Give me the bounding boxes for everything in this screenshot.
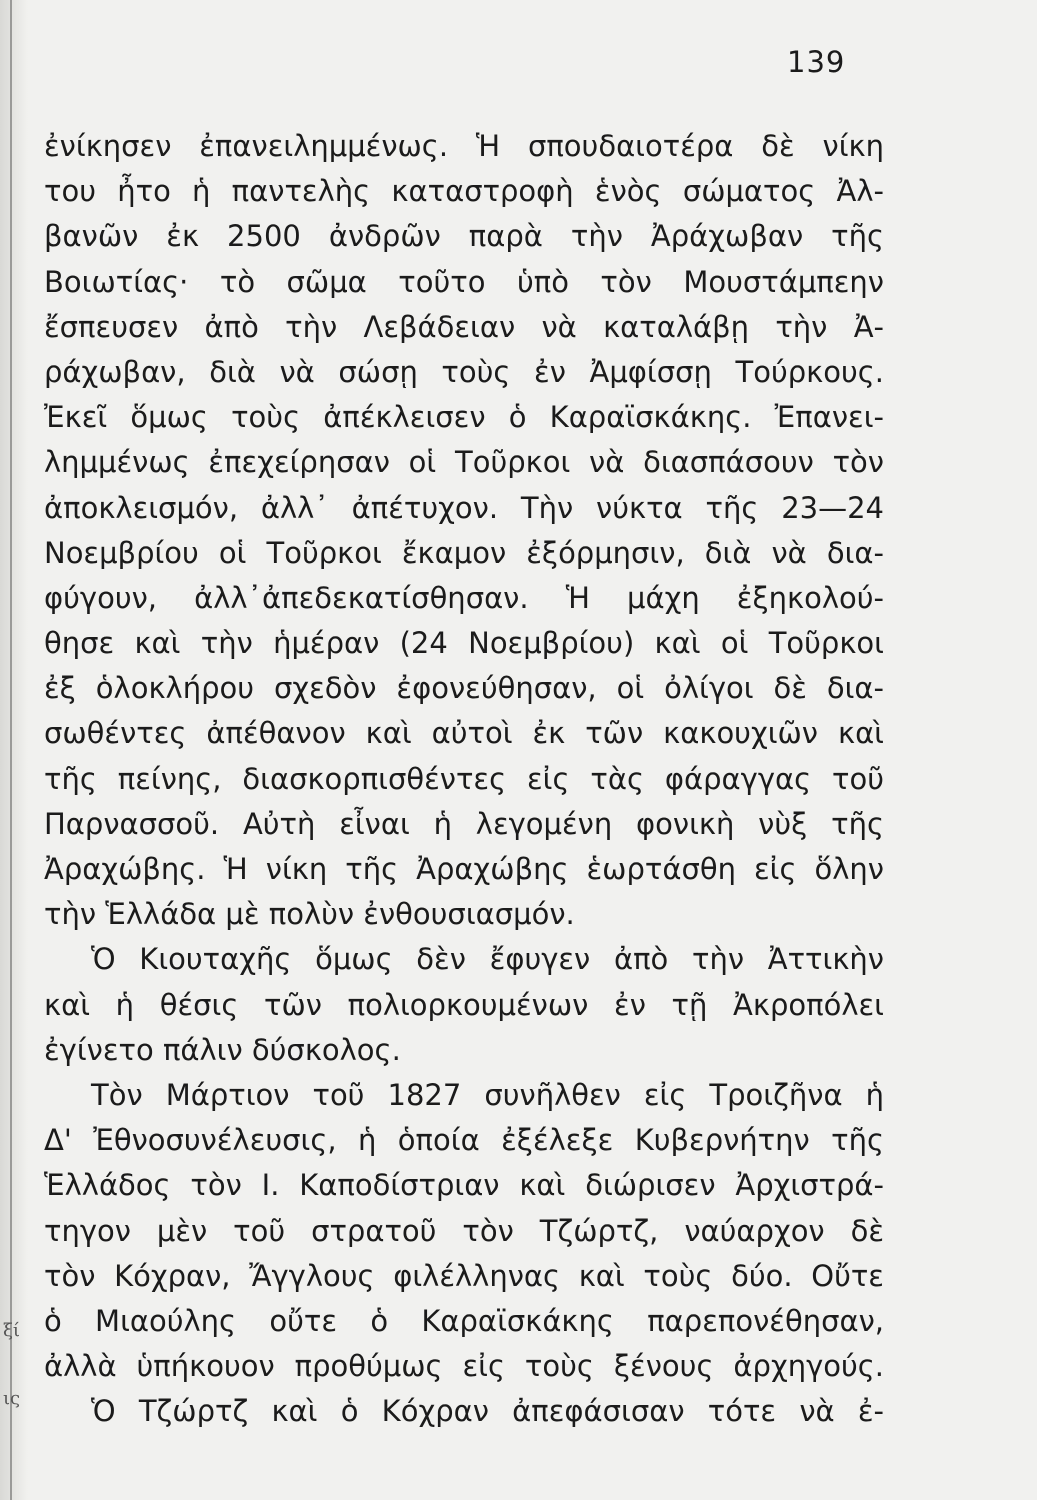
page-binding-edge xyxy=(0,0,28,1500)
text-line: ἐξ ὁλοκλήρου σχεδὸν ἐφονεύθησαν, οἱ ὀλίγοι δὲ δια- xyxy=(44,671,884,706)
margin-mark: ξί xyxy=(3,1320,20,1341)
text-line: βανῶν ἐκ 2500 ἀνδρῶν παρὰ τὴν Ἀράχωβαν τῆς xyxy=(44,219,884,254)
text-line: Ἐκεῖ ὅμως τοὺς ἀπέκλεισεν ὁ Καραϊσκάκης. Ἐπανει- xyxy=(44,400,884,435)
text-line: Νοεμβρίου οἱ Τοῦρκοι ἔκαμον ἐξόρμησιν, διὰ νὰ δια- xyxy=(44,535,884,570)
text-line: Δ' Ἐθνοσυνέλευσις, ἡ ὁποία ἐξέλεξε Κυβερνήτην τῆς xyxy=(44,1123,884,1158)
binding-line xyxy=(10,0,12,1500)
text-line: σωθέντες ἀπέθανον καὶ αὐτοὶ ἐκ τῶν κακουχιῶν καὶ xyxy=(44,716,884,751)
text-line: του ἦτο ἡ παντελὴς καταστροφὴ ἑνὸς σώματος Ἀλ- xyxy=(44,174,884,209)
text-line: ἀποκλεισμόν, ἀλλ᾽ ἀπέτυχον. Τὴν νύκτα τῆς 23—24 xyxy=(44,490,884,525)
text-line: ἐγίνετο πάλιν δύσκολος. xyxy=(44,1032,401,1067)
text-line: Ἀραχώβης. Ἡ νίκη τῆς Ἀραχώβης ἑωρτάσθη εἰς ὅλην xyxy=(44,852,884,886)
text-line: Παρνασσοῦ. Αὐτὴ εἶναι ἡ λεγομένη φονικὴ νὺξ τῆς xyxy=(44,806,884,841)
text-line: ἔσπευσεν ἀπὸ τὴν Λεβάδειαν νὰ καταλάβῃ τὴν Ἀ- xyxy=(44,309,884,344)
text-line: καὶ ἡ θέσις τῶν πολιορκουμένων ἐν τῇ Ἀκροπόλει xyxy=(44,987,884,1022)
text-line: ράχωβαν, διὰ νὰ σώσῃ τοὺς ἐν Ἀμφίσσῃ Τούρκους. xyxy=(44,354,884,389)
text-line: θησε καὶ τὴν ἡμέραν (24 Νοεμβρίου) καὶ οἱ Τοῦρκοι xyxy=(44,626,884,661)
text-line: Τὸν Μάρτιον τοῦ 1827 συνῆλθεν εἰς Τροιζῆνα ἡ xyxy=(91,1077,884,1112)
text-line: Ἑλλάδος τὸν Ι. Καποδίστριαν καὶ διώρισεν Ἀρχιστρά- xyxy=(44,1168,884,1203)
text-line: Βοιωτίας· τὸ σῶμα τοῦτο ὑπὸ τὸν Μουστάμπεην xyxy=(44,264,884,299)
text-line: λημμένως ἐπεχείρησαν οἱ Τοῦρκοι νὰ διασπάσουν τὸν xyxy=(44,445,884,480)
text-line: ἐνίκησεν ἐπανειλημμένως. Ἡ σπουδαιοτέρα δὲ νίκη xyxy=(44,129,884,163)
body-text xyxy=(44,124,884,1434)
page-number: 139 xyxy=(787,45,846,79)
margin-mark: ις xyxy=(3,1388,21,1409)
text-line: τὸν Κόχραν, Ἄγγλους φιλέλληνας καὶ τοὺς δύο. Οὔτε xyxy=(44,1258,884,1293)
text-line: τῆς πείνης, διασκορπισθέντες εἰς τὰς φάραγγας τοῦ xyxy=(44,761,884,796)
text-line: ἀλλὰ ὑπήκουον προθύμως εἰς τοὺς ξένους ἀρχηγούς. xyxy=(44,1349,884,1384)
text-line: Ὁ Κιουταχῆς ὅμως δὲν ἔφυγεν ἀπὸ τὴν Ἀττικὴν xyxy=(91,942,884,977)
text-line: τὴν Ἑλλάδα μὲ πολὺν ἐνθουσιασμόν. xyxy=(44,897,575,932)
text-line: τηγον μὲν τοῦ στρατοῦ τὸν Τζώρτζ, ναύαρχον δὲ xyxy=(44,1213,884,1248)
text-line: φύγουν, ἀλλ᾽ἀπεδεκατίσθησαν. Ἡ μάχη ἐξηκολού- xyxy=(44,580,884,615)
text-line: ὁ Μιαούλης οὔτε ὁ Καραϊσκάκης παρεπονέθησαν, xyxy=(44,1303,884,1338)
text-line: Ὁ Τζώρτζ καὶ ὁ Κόχραν ἀπεφάσισαν τότε νὰ ἐ- xyxy=(91,1394,884,1429)
